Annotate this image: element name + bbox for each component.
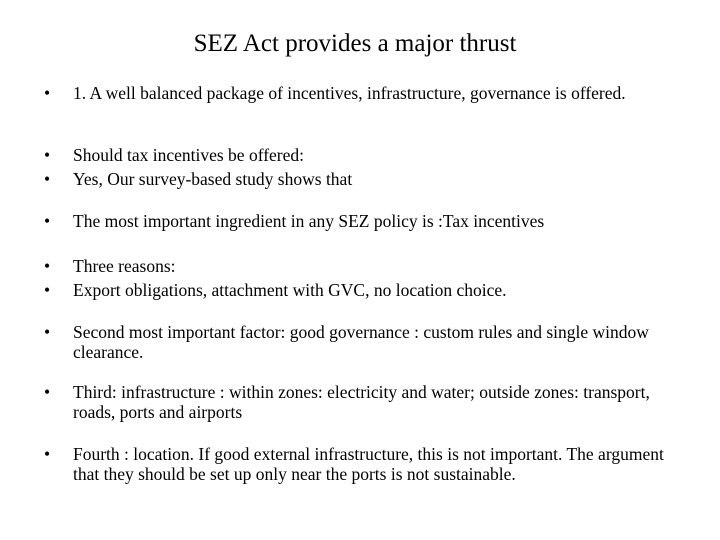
bullet-item (44, 211, 684, 231)
bullet-icon: • (44, 83, 51, 103)
bullet-icon: • (44, 444, 51, 464)
bullet-text: 1. A well balanced package of incentives, infrastructure, governance is offered. (73, 83, 626, 103)
bullet-icon: • (44, 382, 51, 402)
bullet-icon: • (44, 280, 51, 300)
bullet-text: Third: infrastructure : within zones: electricity and water; outside zones: transport, roads, ports and airports (73, 382, 650, 422)
bullet-icon: • (44, 169, 51, 189)
bullet-item (44, 322, 684, 362)
bullet-text: Fourth : location. If good external infrastructure, this is not important. The argument that they should be set up only near the ports is not sustainable. (73, 444, 664, 484)
bullet-item (44, 382, 684, 422)
bullet-text: Yes, Our survey-based study shows that (73, 169, 353, 189)
bullet-icon: • (44, 256, 51, 276)
bullet-item (44, 145, 684, 165)
bullet-text: Second most important factor: good governance : custom rules and single window clearance. (73, 322, 649, 362)
bullet-item (44, 256, 684, 276)
bullet-text: Export obligations, attachment with GVC, no location choice. (73, 280, 507, 300)
bullet-icon: • (44, 211, 51, 231)
slide-title: SEZ Act provides a major thrust (193, 30, 517, 57)
bullet-icon: • (44, 322, 51, 342)
bullet-item (44, 83, 684, 103)
bullet-item (44, 169, 684, 189)
bullet-icon: • (44, 145, 51, 165)
bullet-text: The most important ingredient in any SEZ policy is :Tax incentives (73, 211, 545, 231)
bullet-text: Three reasons: (73, 256, 176, 276)
bullet-item (44, 444, 684, 484)
bullet-item (44, 280, 684, 300)
bullet-text: Should tax incentives be offered: (73, 145, 305, 165)
